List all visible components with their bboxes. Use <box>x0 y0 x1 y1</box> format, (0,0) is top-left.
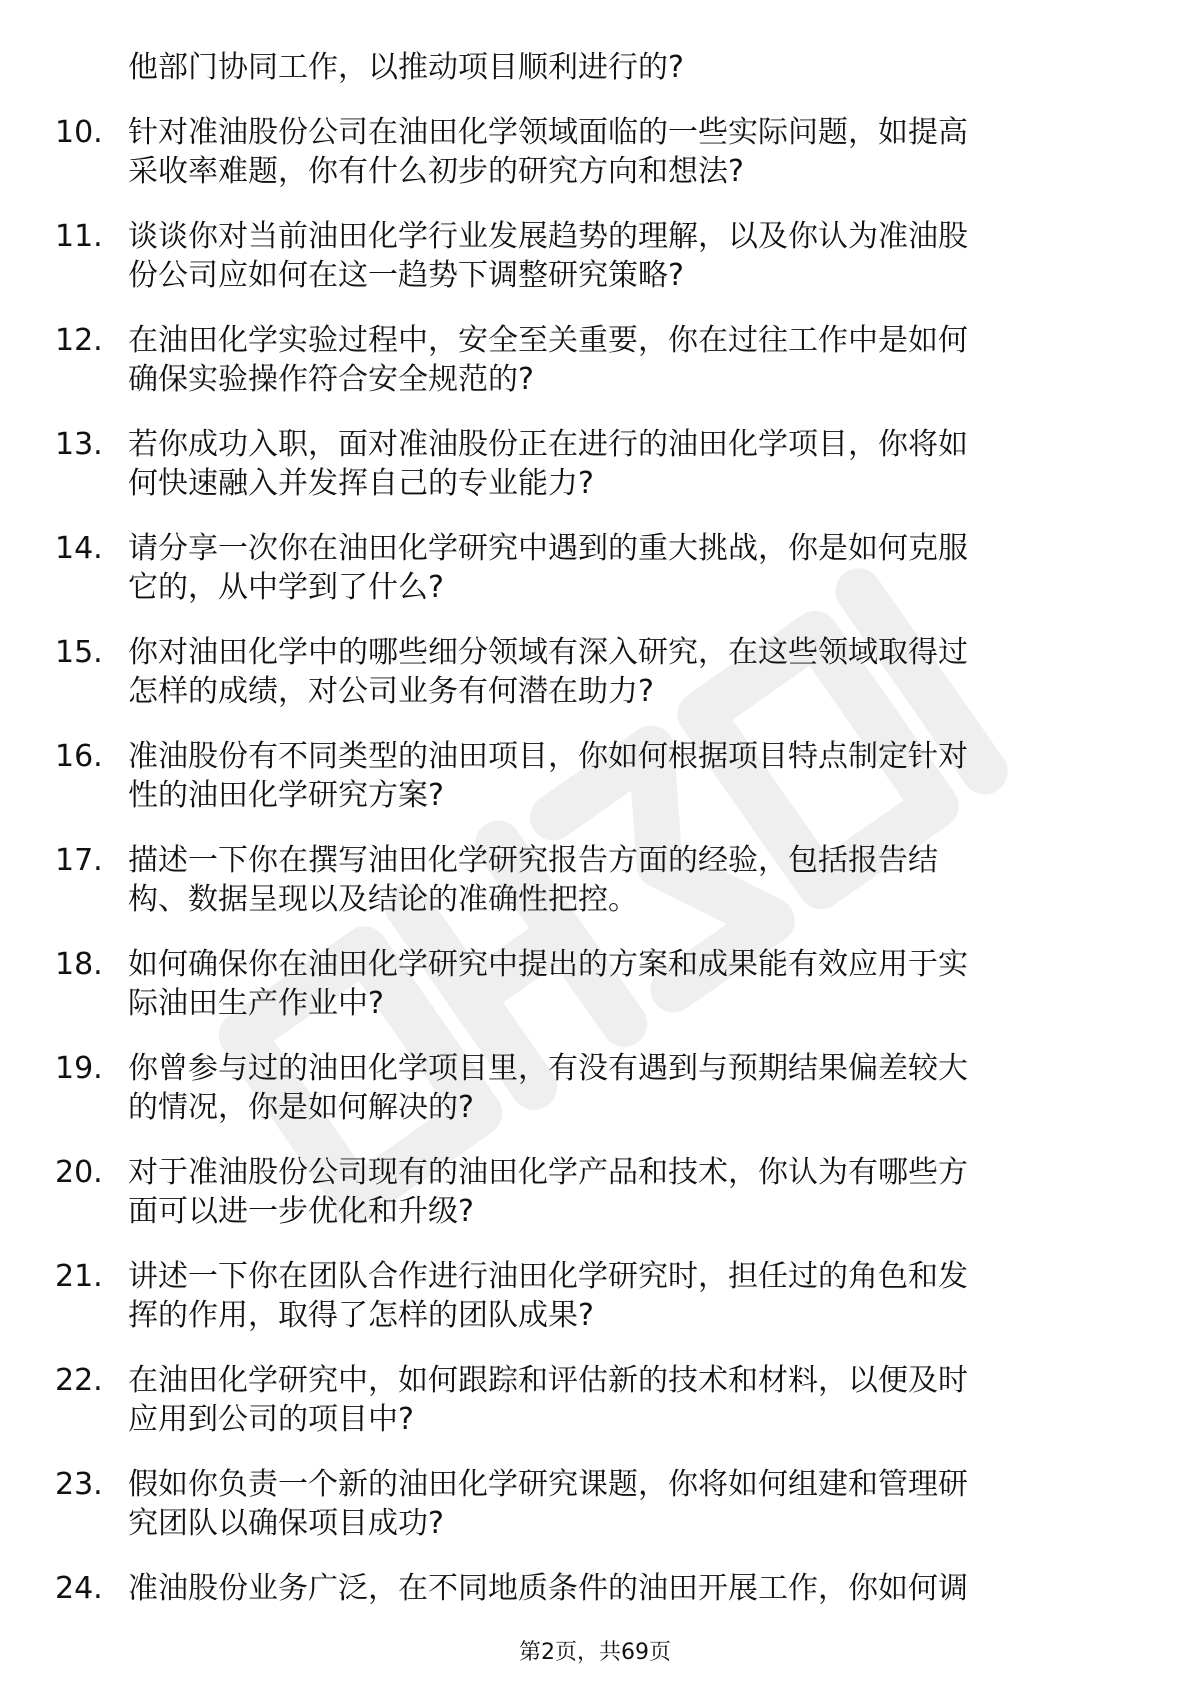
question-line: 的情况，你是如何解决的? <box>128 1090 474 1125</box>
question-number: 18. <box>55 947 103 982</box>
question-number: 11. <box>55 219 103 254</box>
question-line: 挥的作用，取得了怎样的团队成果? <box>128 1298 594 1333</box>
question-line: 在油田化学实验过程中，安全至关重要，你在过往工作中是如何 <box>128 323 968 358</box>
question-number: 23. <box>55 1467 103 1502</box>
question-text <box>128 425 1115 503</box>
question-text <box>128 737 1115 815</box>
question-text <box>128 529 1115 607</box>
question-number: 24. <box>55 1571 103 1606</box>
question-number: 14. <box>55 531 103 566</box>
question-text <box>128 1257 1115 1335</box>
question-line: 份公司应如何在这一趋势下调整研究策略? <box>128 258 684 293</box>
question-line: 在油田化学研究中，如何跟踪和评估新的技术和材料，以便及时 <box>128 1363 968 1398</box>
question-text <box>128 321 1115 399</box>
question-item <box>55 1361 1115 1439</box>
question-line: 际油田生产作业中? <box>128 986 384 1021</box>
continued-question-text: 他部门协同工作，以推动项目顺利进行的? <box>128 50 684 85</box>
question-number: 21. <box>55 1259 103 1294</box>
question-line: 采收率难题，你有什么初步的研究方向和想法? <box>128 154 744 189</box>
question-line: 构、数据呈现以及结论的准确性把控。 <box>128 882 638 917</box>
question-line: 准油股份有不同类型的油田项目，你如何根据项目特点制定针对 <box>128 739 968 774</box>
question-line: 它的，从中学到了什么? <box>128 570 444 605</box>
question-line: 准油股份业务广泛，在不同地质条件的油田开展工作，你如何调 <box>128 1571 968 1606</box>
question-text <box>128 1569 1115 1608</box>
question-text <box>128 1361 1115 1439</box>
question-line: 面可以进一步优化和升级? <box>128 1194 474 1229</box>
question-line: 针对准油股份公司在油田化学领域面临的一些实际问题，如提高 <box>128 115 968 150</box>
question-item <box>55 633 1115 711</box>
question-item <box>55 841 1115 919</box>
question-text <box>128 217 1115 295</box>
question-text <box>128 841 1115 919</box>
question-text <box>128 945 1115 1023</box>
question-line: 假如你负责一个新的油田化学研究课题，你将如何组建和管理研 <box>128 1467 968 1502</box>
question-line: 你对油田化学中的哪些细分领域有深入研究，在这些领域取得过 <box>128 635 968 670</box>
question-text <box>128 1153 1115 1231</box>
question-line: 若你成功入职，面对准油股份正在进行的油田化学项目，你将如 <box>128 427 968 462</box>
question-item <box>55 1153 1115 1231</box>
question-line: 怎样的成绩，对公司业务有何潜在助力? <box>128 674 654 709</box>
question-line: 谈谈你对当前油田化学行业发展趋势的理解，以及你认为准油股 <box>128 219 968 254</box>
question-number: 10. <box>55 115 103 150</box>
question-number: 22. <box>55 1363 103 1398</box>
question-item <box>55 737 1115 815</box>
question-text <box>128 633 1115 711</box>
question-item <box>55 113 1115 191</box>
question-number: 16. <box>55 739 103 774</box>
question-line: 你曾参与过的油田化学项目里，有没有遇到与预期结果偏差较大 <box>128 1051 968 1086</box>
question-text <box>128 1049 1115 1127</box>
question-text <box>128 1465 1115 1543</box>
page-number-footer: 第2页，共69页 <box>519 1640 671 1665</box>
question-number: 13. <box>55 427 103 462</box>
question-line: 讲述一下你在团队合作进行油田化学研究时，担任过的角色和发 <box>128 1259 968 1294</box>
question-line: 如何确保你在油田化学研究中提出的方案和成果能有效应用于实 <box>128 947 968 982</box>
question-number: 20. <box>55 1155 103 1190</box>
question-item <box>55 1569 1115 1608</box>
question-item <box>55 1257 1115 1335</box>
question-line: 确保实验操作符合安全规范的? <box>128 362 534 397</box>
question-item <box>55 425 1115 503</box>
question-line: 究团队以确保项目成功? <box>128 1506 444 1541</box>
question-number: 12. <box>55 323 103 358</box>
question-item <box>55 321 1115 399</box>
question-list <box>55 48 1115 1634</box>
question-item <box>55 529 1115 607</box>
question-text <box>128 113 1115 191</box>
question-number: 19. <box>55 1051 103 1086</box>
question-number: 17. <box>55 843 103 878</box>
question-item <box>55 1465 1115 1543</box>
question-line: 应用到公司的项目中? <box>128 1402 414 1437</box>
question-item <box>55 217 1115 295</box>
question-line: 描述一下你在撰写油田化学研究报告方面的经验，包括报告结 <box>128 843 938 878</box>
question-line: 性的油田化学研究方案? <box>128 778 444 813</box>
question-item <box>55 945 1115 1023</box>
question-line: 何快速融入并发挥自己的专业能力? <box>128 466 594 501</box>
question-item <box>55 1049 1115 1127</box>
question-number: 15. <box>55 635 103 670</box>
question-line: 对于准油股份公司现有的油田化学产品和技术，你认为有哪些方 <box>128 1155 968 1190</box>
question-line: 请分享一次你在油田化学研究中遇到的重大挑战，你是如何克服 <box>128 531 968 566</box>
